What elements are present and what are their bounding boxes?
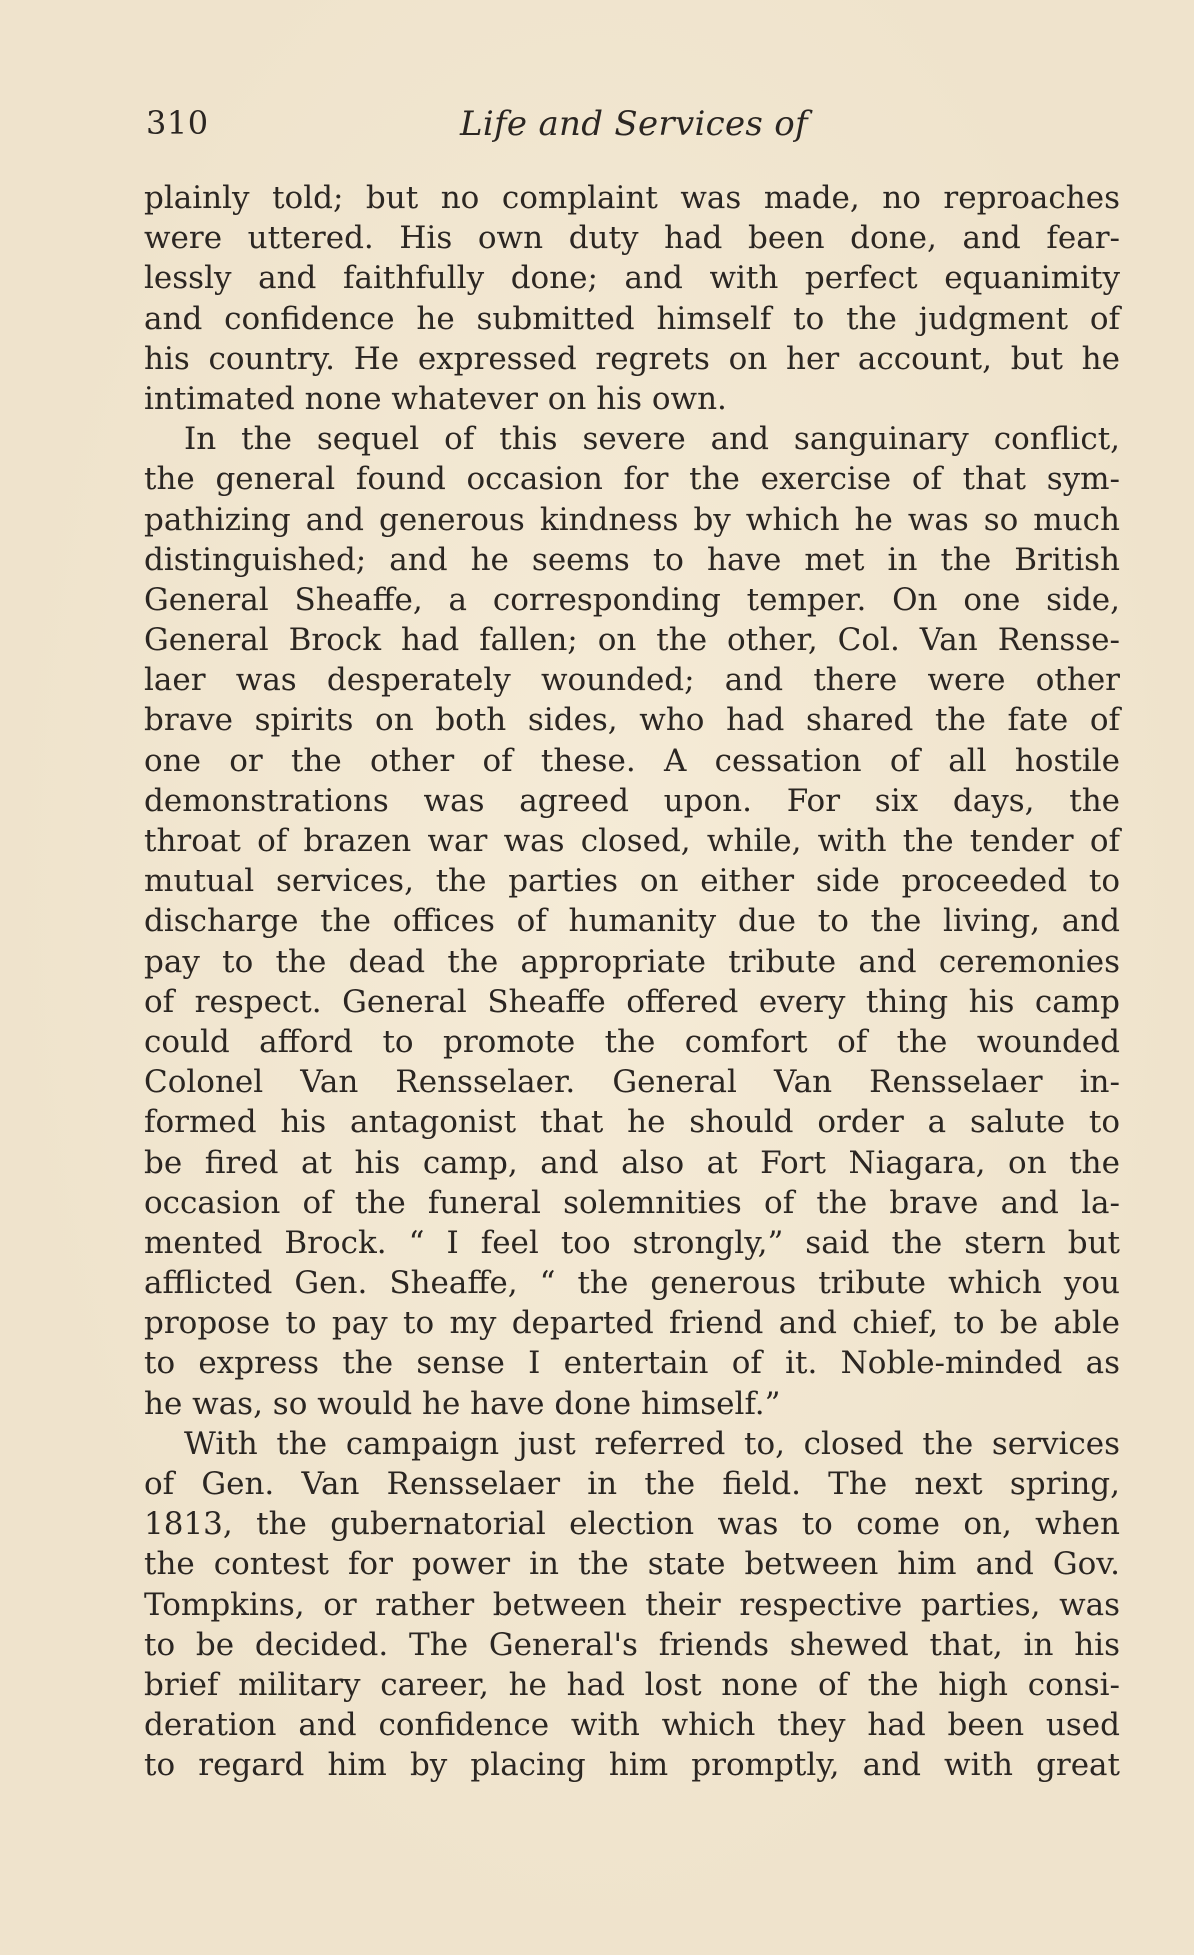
text-line: of respect. General Sheaffe offered every thing his camp <box>144 983 1120 1020</box>
text-line: pathizing and generous kindness by which he was so much <box>144 501 1120 538</box>
text-line: mented Brock. “ I feel too strongly,” said the stern but <box>144 1224 1120 1261</box>
text-line: General Brock had fallen; on the other, Col. Van Rensse- <box>144 622 1120 659</box>
text-line: his country. He expressed regrets on her account, but he <box>144 340 1120 377</box>
text-line: one or the other of these. A cessation of all hostile <box>144 742 1120 779</box>
text-line: pay to the dead the appropriate tribute and ceremonies <box>144 943 1120 980</box>
text-line: 1813, the gubernatorial election was to come on, when <box>144 1506 1120 1543</box>
page-number: 310 <box>146 104 209 142</box>
text-line: lessly and faithfully done; and with perfect equanimity <box>144 260 1120 297</box>
text-line: laer was desperately wounded; and there were other <box>144 662 1120 699</box>
text-line: of Gen. Van Rensselaer in the field. The next spring, <box>144 1466 1120 1502</box>
paragraph-start-line: With the campaign just referred to, closed the services <box>184 1425 1120 1462</box>
text-line: throat of brazen war was closed, while, with the tender of <box>144 823 1120 859</box>
text-line: plainly told; but no complaint was made, no reproaches <box>144 180 1120 216</box>
running-head <box>146 104 1116 154</box>
text-line: afflicted Gen. Sheaffe, “ the generous tribute which you <box>144 1265 1120 1302</box>
text-line: General Sheaffe, a corresponding temper. On one side, <box>144 581 1120 618</box>
text-line: propose to pay to my departed friend and chief, to be able <box>144 1305 1120 1342</box>
text-line: the general found occasion for the exercise of that sym- <box>144 461 1120 498</box>
body-text <box>144 178 1120 1786</box>
text-line: formed his antagonist that he should order a salute to <box>144 1104 1120 1141</box>
text-line: brief military career, he had lost none of the high consi- <box>144 1666 1120 1703</box>
text-line: to be decided. The General's friends shewed that, in his <box>144 1626 1120 1663</box>
text-line: could afford to promote the comfort of the wounded <box>144 1023 1120 1060</box>
text-line: Tompkins, or rather between their respective parties, was <box>144 1586 1120 1623</box>
text-line: distinguished; and he seems to have met in the British <box>144 541 1120 578</box>
paragraph-start-line: In the sequel of this severe and sanguinary conflict, <box>184 421 1120 458</box>
text-line: and confidence he submitted himself to the judgment of <box>144 300 1120 337</box>
text-line: to regard him by placing him promptly, and with great <box>144 1747 1120 1784</box>
text-line: mutual services, the parties on either side proceeded to <box>144 863 1120 900</box>
text-line: the contest for power in the state between him and Gov. <box>144 1546 1120 1583</box>
running-title: Life and Services of <box>460 104 808 144</box>
text-line: deration and confidence with which they had been used <box>144 1707 1120 1744</box>
text-line: discharge the offices of humanity due to the living, and <box>144 903 1120 940</box>
text-line: demonstrations was agreed upon. For six days, the <box>144 782 1120 819</box>
text-line: occasion of the funeral solemnities of the brave and la- <box>144 1184 1120 1221</box>
text-line: brave spirits on both sides, who had shared the fate of <box>144 702 1120 739</box>
text-line: Colonel Van Rensselaer. General Van Rensselaer in- <box>144 1064 1120 1101</box>
text-line: intimated none whatever on his own. <box>144 380 727 417</box>
text-line: to express the sense I entertain of it. Noble-minded as <box>144 1345 1120 1382</box>
text-line: he was, so would he have done himself.” <box>144 1385 781 1422</box>
text-line: were uttered. His own duty had been done, and fear- <box>144 220 1120 257</box>
text-line: be fired at his camp, and also at Fort Niagara, on the <box>144 1144 1120 1181</box>
